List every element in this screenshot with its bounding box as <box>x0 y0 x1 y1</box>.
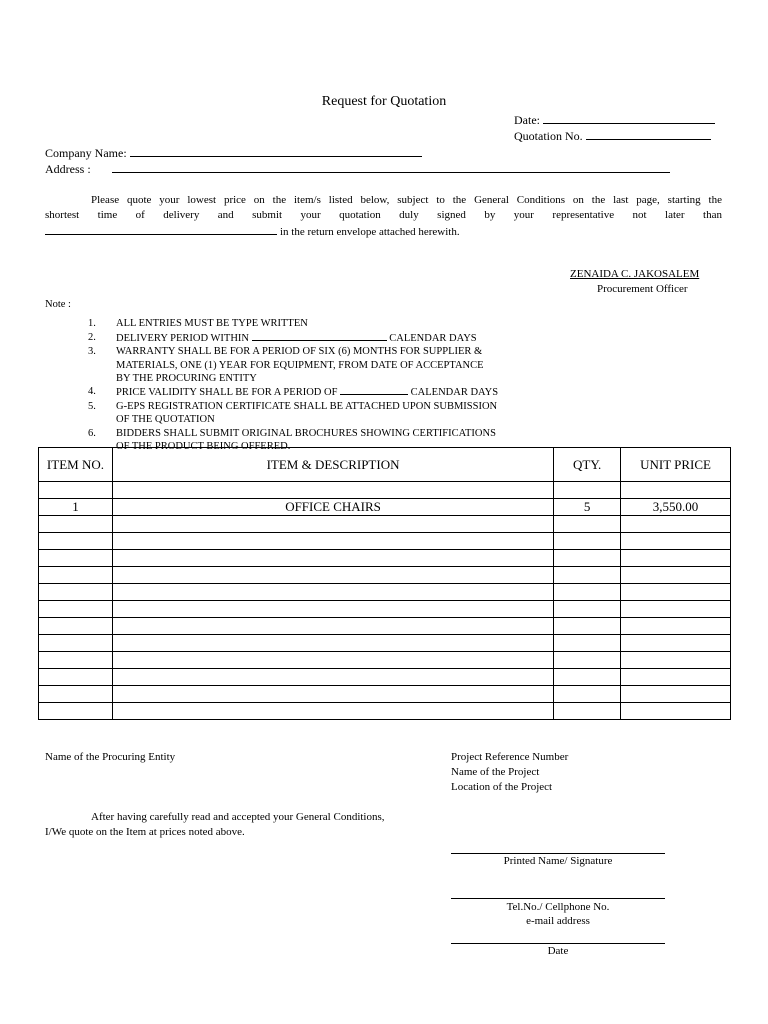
company-name-input-line[interactable] <box>130 145 422 157</box>
note-text: WARRANTY SHALL BE FOR A PERIOD OF SIX (6) MONTHS FOR SUPPLIER & <box>116 346 483 358</box>
cell-item-no[interactable] <box>39 550 113 567</box>
note-text: BIDDERS SHALL SUBMIT ORIGINAL BROCHURES SHOWING CERTIFICATIONS <box>116 427 496 439</box>
address-field <box>45 161 670 177</box>
cell-qty[interactable]: 5 <box>554 499 621 516</box>
table-row <box>39 669 731 686</box>
note-item-1 <box>88 317 498 330</box>
note-item-2 <box>88 331 498 345</box>
table-row <box>39 652 731 669</box>
intro-paragraph <box>45 193 722 240</box>
printed-name-label: Printed Name/ Signature <box>503 855 613 867</box>
note-text: DELIVERY PERIOD WITHIN <box>116 332 249 344</box>
table-row <box>39 618 731 635</box>
project-name-label: Name of the Project <box>451 766 540 778</box>
company-name-field <box>45 145 422 161</box>
cell-unit-price[interactable] <box>621 550 731 567</box>
delivery-days-input-line[interactable] <box>252 331 387 341</box>
quotation-no-input-line[interactable] <box>586 128 711 140</box>
table-row <box>39 601 731 618</box>
note-text: MATERIALS, ONE (1) YEAR FOR EQUIPMENT, FROM DATE OF ACCEPTANCE <box>116 359 484 371</box>
col-header-unit-price: UNIT PRICE <box>621 448 731 482</box>
cell-unit-price[interactable] <box>621 482 731 499</box>
cell-unit-price[interactable] <box>621 635 731 652</box>
table-row <box>39 584 731 601</box>
table-row <box>39 499 731 516</box>
cell-description[interactable] <box>112 482 553 499</box>
cell-item-no[interactable]: 1 <box>39 499 113 516</box>
note-number: 4. <box>88 386 96 398</box>
note-number: 3. <box>88 346 96 358</box>
cell-description[interactable] <box>112 652 553 669</box>
date-bottom-label: Date <box>547 945 569 957</box>
notes-section <box>45 298 498 453</box>
cell-item-no[interactable] <box>39 601 113 618</box>
note-item-5 <box>88 400 498 427</box>
cell-description[interactable] <box>112 601 553 618</box>
cell-description[interactable] <box>112 703 553 720</box>
cell-item-no[interactable] <box>39 584 113 601</box>
note-number: 5. <box>88 400 96 412</box>
cell-qty[interactable] <box>554 584 621 601</box>
table-row <box>39 516 731 533</box>
cell-unit-price[interactable] <box>621 669 731 686</box>
cell-unit-price[interactable] <box>621 567 731 584</box>
cell-qty[interactable] <box>554 567 621 584</box>
cell-qty[interactable] <box>554 652 621 669</box>
signature-line[interactable] <box>451 853 665 854</box>
cell-qty[interactable] <box>554 482 621 499</box>
email-label: e-mail address <box>526 915 590 927</box>
date-input-line[interactable] <box>543 112 715 124</box>
intro-line-3-wrap <box>45 223 722 240</box>
tel-line[interactable] <box>451 898 665 899</box>
cell-item-no[interactable] <box>39 516 113 533</box>
cell-item-no[interactable] <box>39 533 113 550</box>
deadline-input-line[interactable] <box>45 223 277 235</box>
note-text: G-EPS REGISTRATION CERTIFICATE SHALL BE ATTACHED UPON SUBMISSION <box>116 400 498 412</box>
company-name-label: Company Name: <box>45 146 127 160</box>
validity-days-input-line[interactable] <box>340 385 408 395</box>
notes-label: Note : <box>45 299 71 310</box>
cell-unit-price[interactable]: 3,550.00 <box>621 499 731 516</box>
address-input-line-2[interactable] <box>412 161 670 173</box>
officer-name: ZENAIDA C. JAKOSALEM <box>570 268 700 280</box>
intro-line-1: Please quote your lowest price on the item/s listed below, subject to the General Conditions on the last page, starting the <box>91 194 722 206</box>
cell-qty[interactable] <box>554 686 621 703</box>
items-table-body <box>39 482 731 720</box>
cell-description[interactable] <box>112 635 553 652</box>
cell-item-no[interactable] <box>39 669 113 686</box>
cell-qty[interactable] <box>554 669 621 686</box>
date-field <box>514 112 715 128</box>
table-header-row <box>39 448 731 482</box>
cell-item-no[interactable] <box>39 567 113 584</box>
cell-description[interactable] <box>112 550 553 567</box>
note-number: 6. <box>88 427 96 439</box>
cell-description[interactable] <box>112 618 553 635</box>
cell-unit-price[interactable] <box>621 686 731 703</box>
intro-line-3: in the return envelope attached herewith. <box>280 226 460 238</box>
date-label: Date: <box>514 113 540 127</box>
quotation-no-field <box>514 128 711 144</box>
tel-label: Tel.No./ Cellphone No. <box>506 901 610 913</box>
cell-description[interactable] <box>112 533 553 550</box>
acceptance-line-1: After having carefully read and accepted your General Conditions, <box>91 811 385 823</box>
date-line[interactable] <box>451 943 665 944</box>
cell-item-no[interactable] <box>39 635 113 652</box>
cell-unit-price[interactable] <box>621 516 731 533</box>
cell-item-no[interactable] <box>39 482 113 499</box>
table-row <box>39 550 731 567</box>
cell-description[interactable]: OFFICE CHAIRS <box>112 499 553 516</box>
cell-qty[interactable] <box>554 703 621 720</box>
note-text: CALENDAR DAYS <box>389 332 477 344</box>
note-text: OF THE QUOTATION <box>116 414 215 426</box>
cell-qty[interactable] <box>554 516 621 533</box>
note-text: OF THE PRODUCT BEING OFFERED. <box>116 441 291 453</box>
acceptance-line-2: I/We quote on the Item at prices noted above. <box>45 826 245 838</box>
cell-qty[interactable] <box>554 533 621 550</box>
cell-unit-price[interactable] <box>621 601 731 618</box>
note-number: 1. <box>88 318 96 330</box>
cell-qty[interactable] <box>554 550 621 567</box>
intro-line-2: shortest time of delivery and submit your quotation duly signed by your representative not later than <box>45 209 722 221</box>
cell-qty[interactable] <box>554 618 621 635</box>
table-row <box>39 533 731 550</box>
page-title: Request for Quotation <box>321 94 447 109</box>
cell-item-no[interactable] <box>39 703 113 720</box>
address-label: Address : <box>45 162 91 176</box>
cell-unit-price[interactable] <box>621 618 731 635</box>
table-row <box>39 567 731 584</box>
table-row <box>39 482 731 499</box>
note-item-3 <box>88 345 498 385</box>
col-header-item-no: ITEM NO. <box>39 448 113 482</box>
note-number: 2. <box>88 331 96 343</box>
project-ref-label: Project Reference Number <box>451 751 569 763</box>
note-item-4 <box>88 385 499 399</box>
cell-qty[interactable] <box>554 601 621 618</box>
cell-description[interactable] <box>112 516 553 533</box>
col-header-description: ITEM & DESCRIPTION <box>112 448 553 482</box>
cell-unit-price[interactable] <box>621 533 731 550</box>
note-text: ALL ENTRIES MUST BE TYPE WRITTEN <box>116 318 308 330</box>
cell-unit-price[interactable] <box>621 652 731 669</box>
table-row <box>39 703 731 720</box>
quotation-no-label: Quotation No. <box>514 129 583 143</box>
officer-title: Procurement Officer <box>597 283 688 295</box>
col-header-qty: QTY. <box>554 448 621 482</box>
cell-item-no[interactable] <box>39 652 113 669</box>
note-text: BY THE PROCURING ENTITY <box>116 373 257 385</box>
cell-unit-price[interactable] <box>621 703 731 720</box>
table-row <box>39 635 731 652</box>
cell-description[interactable] <box>112 669 553 686</box>
note-text: CALENDAR DAYS <box>410 387 499 399</box>
address-input-line-1[interactable] <box>112 161 412 173</box>
cell-item-no[interactable] <box>39 618 113 635</box>
notes-list <box>45 317 498 453</box>
cell-description[interactable] <box>112 584 553 601</box>
table-row <box>39 686 731 703</box>
items-table <box>38 447 731 720</box>
procuring-entity-label: Name of the Procuring Entity <box>45 751 176 763</box>
note-text: PRICE VALIDITY SHALL BE FOR A PERIOD OF <box>116 387 338 399</box>
cell-item-no[interactable] <box>39 686 113 703</box>
project-location-label: Location of the Project <box>451 781 553 793</box>
cell-qty[interactable] <box>554 635 621 652</box>
cell-description[interactable] <box>112 686 553 703</box>
cell-unit-price[interactable] <box>621 584 731 601</box>
cell-description[interactable] <box>112 567 553 584</box>
